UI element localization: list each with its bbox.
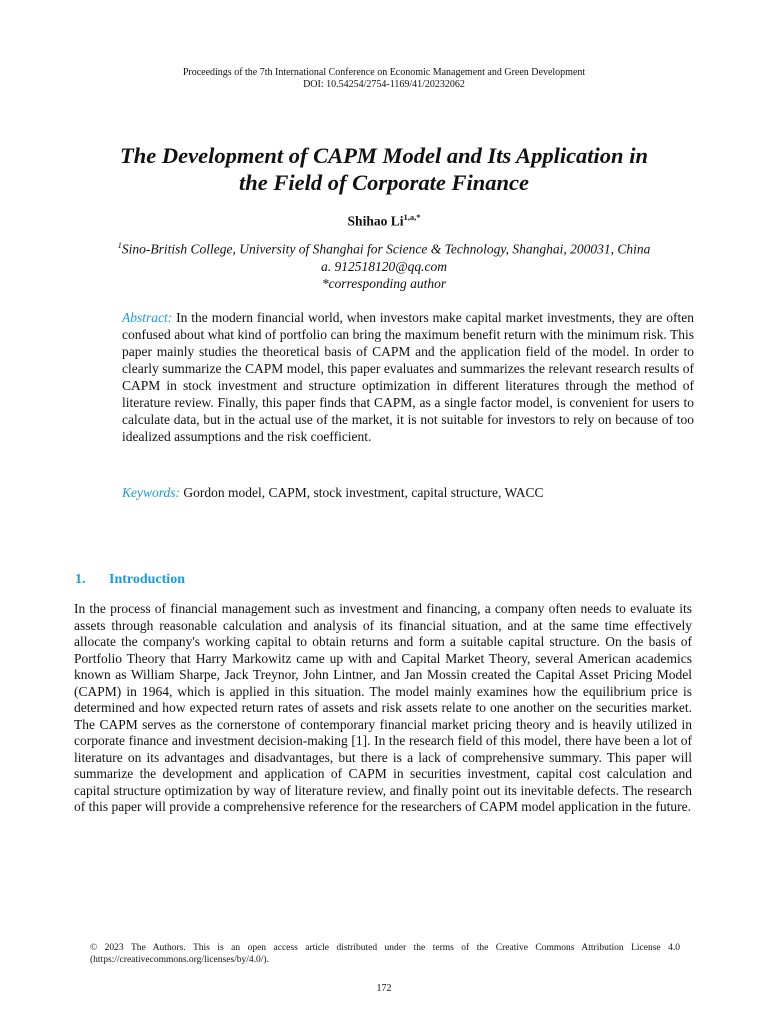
running-header (0, 67, 768, 91)
author-superscript: 1,a,* (403, 212, 421, 222)
affiliation-block (20, 237, 748, 292)
keywords (122, 484, 694, 501)
page-number: 172 (376, 983, 392, 994)
proceedings-line: Proceedings of the 7th International Conference on Economic Management and Green Development (182, 67, 586, 78)
corresponding-note: *corresponding author (321, 275, 447, 291)
section-heading-introduction (75, 572, 185, 588)
abstract-text: In the modern financial world, when investors make capital market investments, they are often confused about what kind of portfolio can bring the maximum benefit return with the minimum risk. This paper mainly studies the theoretical basis of CAPM and the application field of the model. In order to clearly summarize the CAPM model, this paper evaluates and summarizes the relevant research results of CAPM in stock investment and structure optimization in different literatures through the method of literature review. Finally, this paper finds that CAPM, as a single factor model, is convenient for users to calculate data, but in the actual use of the market, it is not suitable for investors to rely on because of too idealized assumptions and the risk coefficient. (122, 310, 694, 444)
affiliation-superscript: 1 (117, 240, 122, 250)
affiliation-text: Sino-British College, University of Shanghai for Science & Technology, Shanghai, 200031, China (121, 241, 651, 257)
author-email: a. 912518120@qq.com (320, 258, 448, 274)
title-line-1: The Development of CAPM Model and Its Application in (120, 143, 648, 168)
introduction-paragraph: In the process of financial management such as investment and financing, a company often needs to evaluate its assets through reasonable calculation and analysis of its financial situation, and at the same time effectively allocate the company's working capital to obtain returns and form a suitable capital structure. On the basis of Portfolio Theory that Harry Markowitz came up with and Capital Market Theory, several American academics known as William Sharpe, Jack Treynor, John Lintner, and Jan Mossin created the Capital Asset Pricing Model (CAPM) in 1964, which is applied in this situation. The model mainly examines how the equilibrium price is determined and how expected return rates of assets and risk assets relate to one another on the securities market. The CAPM serves as the cornerstone of contemporary financial market pricing theory and is heavily utilized in corporate finance and investment decision-making [1]. In the research field of this model, there have been a lot of literature on its advantages and disadvantages, but there is a lack of comprehensive summary. This paper will summarize the development and application of CAPM in securities investment, capital cost calculation and capital structure optimization by way of literature review, and finally point out its inevitable defects. The research of this paper will provide a comprehensive reference for the researchers of CAPM model application in the future. (74, 601, 692, 814)
section-title: Introduction (109, 572, 185, 587)
abstract (122, 309, 694, 445)
title-line-2: the Field of Corporate Finance (238, 170, 529, 195)
author-name: Shihao Li (347, 213, 404, 229)
affiliation-line (20, 237, 748, 258)
section-number: 1. (75, 572, 86, 587)
keywords-text: Gordon model, CAPM, stock investment, capital structure, WACC (183, 485, 544, 500)
author-line (0, 212, 768, 230)
abstract-label: Abstract: (122, 310, 173, 325)
doi-line: DOI: 10.54254/2754-1169/41/20232062 (303, 79, 465, 90)
keywords-label: Keywords: (122, 485, 180, 500)
license-notice: © 2023 The Authors. This is an open access article distributed under the terms of the Creative Commons Attribution License 4.0 (https://creativecommons.org/licenses/by/4.0/). (90, 943, 680, 965)
paper-title (40, 142, 728, 196)
